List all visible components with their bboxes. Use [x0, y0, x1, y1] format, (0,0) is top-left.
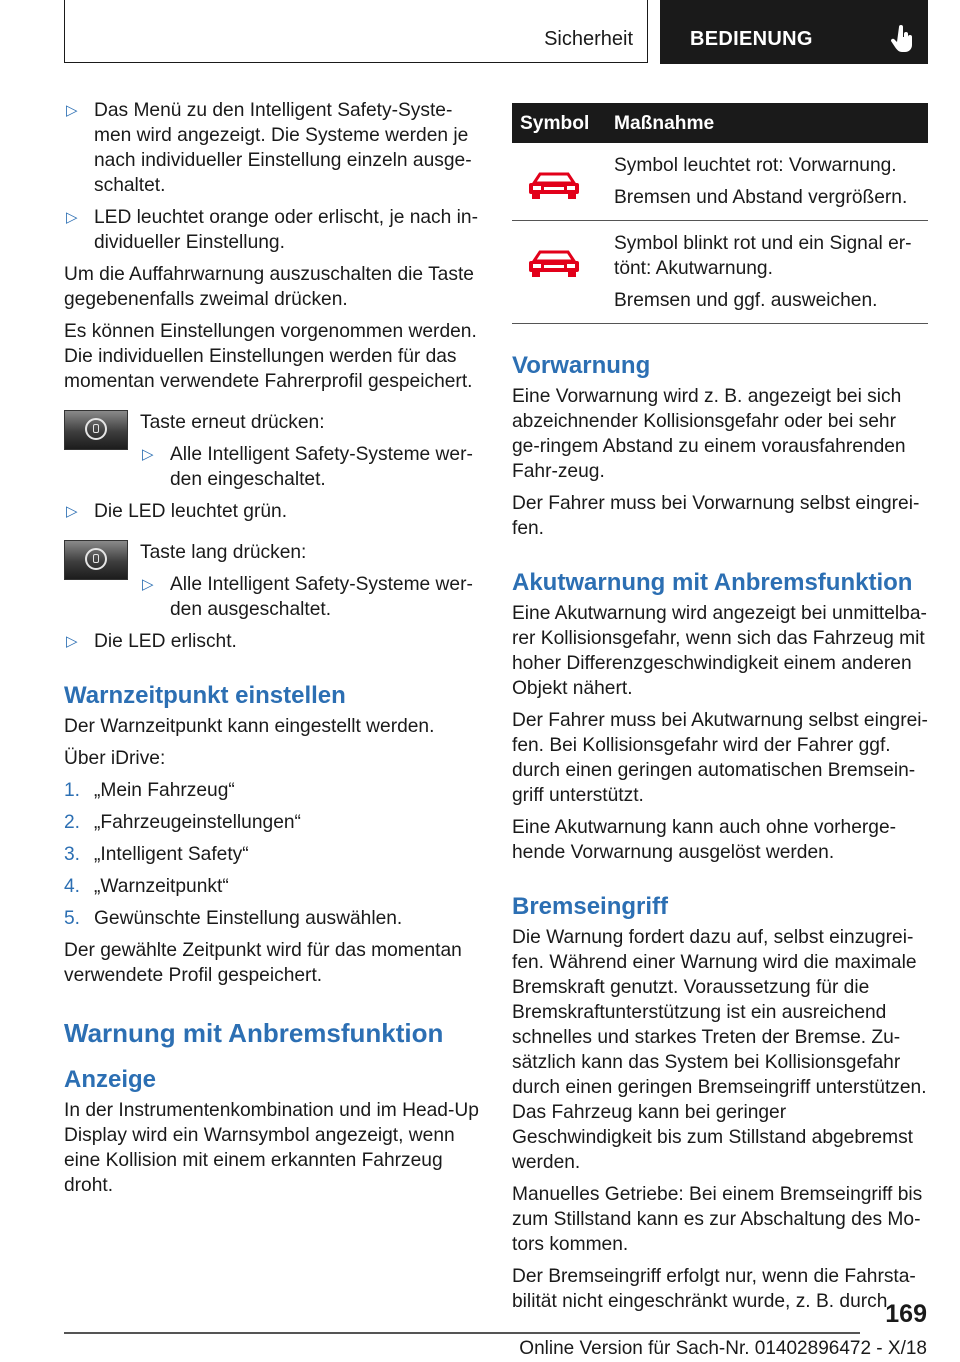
page-header [64, 0, 928, 64]
paragraph: Um die Auffahrwarnung auszuschalten die Taste gegebenenfalls zweimal drücken. [64, 264, 474, 310]
table-row [512, 143, 928, 221]
section-heading: Bremseingriff [512, 893, 669, 920]
numbered-step: 2. „Fahrzeugeinstellungen“ [64, 812, 301, 833]
paragraph: Über iDrive: [64, 748, 166, 769]
numbered-step: 3. „Intelligent Safety“ [64, 844, 249, 865]
paragraph: Es können Einstellungen vorgenommen werden. Die individuellen Einstellungen werden für das momentan verwendete Fahrerprofil gespeichert. [64, 321, 477, 392]
list-item: ▷ Die LED leuchtet grün. [66, 501, 288, 522]
car-front-warning-icon [524, 171, 584, 201]
triangle-bullet-icon: ▷ [66, 633, 78, 650]
paragraph: Manuelles Getriebe: Bei einem Bremseingriff bis zum Stillstand kann es zur Abschaltung des Mo-tors kommen. [512, 1184, 923, 1255]
section-label-box [64, 0, 648, 63]
safety-button-image [64, 540, 128, 580]
paragraph: Der gewählte Zeitpunkt wird für das momentan verwendete Profil gespeichert. [64, 940, 462, 986]
left-column [64, 98, 484, 1205]
numbered-step: 4. „Warnzeitpunkt“ [64, 876, 229, 897]
chapter-title: BEDIENUNG [690, 28, 813, 50]
paragraph: Eine Akutwarnung wird angezeigt bei unmittelba-rer Kollisionsgefahr, wenn sich das Fahrzeug mit hoher Differenzgeschwindigkeit einem anderen Objekt nähert. [512, 603, 927, 699]
triangle-bullet-icon: ▷ [142, 576, 154, 593]
symbol-table [512, 103, 928, 324]
section-heading: Warnzeitpunkt einstellen [64, 682, 346, 709]
table-header-row [512, 103, 928, 143]
list-item: ▷ Alle Intelligent Safety-Systeme wer-den eingeschaltet. [142, 444, 473, 490]
button-instruction [64, 540, 484, 622]
col-header-symbol: Symbol [512, 103, 614, 143]
page-number: 169 [885, 1300, 927, 1328]
paragraph: Der Fahrer muss bei Vorwarnung selbst eingrei-fen. [512, 493, 920, 539]
chapter-tab [660, 0, 928, 64]
triangle-bullet-icon: ▷ [66, 102, 78, 119]
paragraph: Eine Akutwarnung kann auch ohne vorherge-hende Vorwarnung ausgelöst werden. [512, 817, 897, 863]
section-heading: Vorwarnung [512, 352, 651, 379]
chapter-heading: Warnung mit Anbremsfunktion [64, 1018, 444, 1048]
symbol-cell [512, 143, 614, 221]
instruction-text: Taste lang drücken: [140, 542, 307, 563]
paragraph: In der Instrumentenkombination und im Head-Up Display wird ein Warnsymbol angezeigt, wenn eine Kollision mit einem erkannten Fahrzeug droht. [64, 1100, 479, 1196]
hand-pointer-icon [890, 24, 918, 54]
safety-button-image [64, 410, 128, 450]
triangle-bullet-icon: ▷ [66, 209, 78, 226]
numbered-step: 1. „Mein Fahrzeug“ [64, 780, 235, 801]
instruction-text: Taste erneut drücken: [140, 412, 325, 433]
numbered-step: 5. Gewünschte Einstellung auswählen. [64, 908, 403, 929]
table-row [512, 221, 928, 324]
paragraph: Die Warnung fordert dazu auf, selbst einzugrei-fen. Während einer Warnung wird die maximale Bremskraft genutzt. Voraussetzung für die Bremskraftunterstützung ist ein ausreichend schnelles und starkes Treten der Bremse. Zu-sätzlich kann das System bei Kollisionsgefahr durch einen geringen Bremseingriff unterstützen. Das Fahrzeug kann bei geringer Geschwindigkeit bis zum Stillstand abgebremst werden. [512, 927, 927, 1173]
section-title: Sicherheit [544, 28, 633, 50]
footer-divider [64, 1332, 860, 1334]
section-heading: Akutwarnung mit Anbremsfunktion [512, 569, 913, 596]
symbol-cell [512, 221, 614, 324]
paragraph: Eine Vorwarnung wird z. B. angezeigt bei sich abzeichnender Kollisionsgefahr oder bei sehr ge-ringem Abstand zu einem vorausfahrenden Fahr-zeug. [512, 386, 906, 482]
list-item: ▷ LED leuchtet orange oder erlischt, je nach in-dividueller Einstellung. [66, 207, 478, 253]
right-column [512, 96, 928, 1321]
paragraph: Der Warnzeitpunkt kann eingestellt werden. [64, 716, 435, 737]
list-item: ▷ Die LED erlischt. [66, 631, 237, 652]
triangle-bullet-icon: ▷ [66, 503, 78, 520]
car-front-warning-icon [524, 249, 584, 279]
footer-note: Online Version für Sach-Nr. 01402896472 - X/18 [519, 1338, 927, 1359]
section-heading: Anzeige [64, 1066, 157, 1093]
col-header-massnahme: Maßnahme [614, 103, 928, 143]
list-item: ▷ Alle Intelligent Safety-Systeme wer-den ausgeschaltet. [142, 574, 473, 620]
button-instruction [64, 410, 484, 492]
triangle-bullet-icon: ▷ [142, 446, 154, 463]
action-cell: Symbol leuchtet rot: Vorwarnung. Bremsen und Abstand vergrößern. [614, 143, 928, 221]
action-cell: Symbol blinkt rot und ein Signal er-tönt: Akutwarnung. Bremsen und ggf. ausweichen. [614, 221, 928, 324]
paragraph: Der Bremseingriff erfolgt nur, wenn die Fahrsta-bilität nicht eingeschränkt wurde, z. B. durch [512, 1266, 916, 1312]
list-item: ▷ Das Menü zu den Intelligent Safety-Syste-men wird angezeigt. Die Systeme werden je nach individueller Einstellung einzeln ausge-schaltet. [66, 100, 472, 196]
paragraph: Der Fahrer muss bei Akutwarnung selbst eingrei-fen. Bei Kollisionsgefahr wird der Fahrer ggf. durch einen geringen automatischen Bremsein-griff unterstützt. [512, 710, 928, 806]
